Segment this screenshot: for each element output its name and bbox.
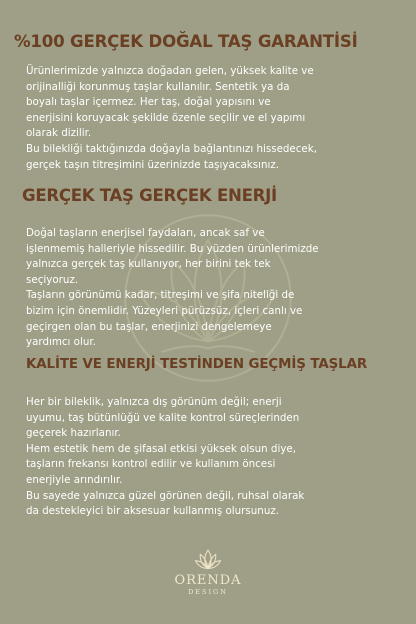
paragraph-real-stone-real-energy xyxy=(26,226,319,351)
text-line: olarak dizilir. xyxy=(26,127,92,140)
text-line: boyalı taşlar içermez. Her taş, doğal yapısını ve xyxy=(26,96,271,109)
text-line: seçiyoruz. xyxy=(26,273,79,286)
text-line: Doğal taşların enerjisel faydaları, ancak saf ve xyxy=(26,227,265,239)
text-line: uyumu, taş bütünlüğü ve kalite kontrol süreçlerinden xyxy=(26,411,300,424)
brand-subtitle: DESIGN xyxy=(188,588,228,596)
text-line: Hem estetik hem de şifasal etkisi yüksek olsun diye, xyxy=(26,442,297,455)
heading-natural-stone-guarantee: %100 GERÇEK DOĞAL TAŞ GARANTİSİ xyxy=(14,32,358,51)
paragraph-natural-stone-guarantee xyxy=(26,64,317,173)
heading-quality-energy-tested: KALİTE VE ENERJİ TESTİNDEN GEÇMİŞ TAŞLAR xyxy=(26,357,368,372)
heading-real-stone-real-energy: GERÇEK TAŞ GERÇEK ENERJİ xyxy=(22,186,277,205)
text-line: enerjiyle arındırılır. xyxy=(26,473,123,486)
text-line: Bu bilekliği taktığınızda doğayla bağlantınızı hissedecek, xyxy=(26,142,318,155)
lotus-icon xyxy=(194,547,222,573)
text-line: enerjisini koruyacak şekilde özenle seçilir ve el yapımı xyxy=(26,111,306,124)
text-line: yardımcı olur. xyxy=(26,336,96,349)
text-line: Taşların görünümü kadar, titreşimi ve şifa niteliği de xyxy=(26,289,295,302)
text-line: bizim için önemlidir. Yüzeyleri pürüzsüz, içleri canlı ve xyxy=(26,304,303,317)
text-line: Bu sayede yalnızca güzel görünen değil, ruhsal olarak xyxy=(26,489,305,502)
text-line: taşların frekansı kontrol edilir ve kullanım öncesi xyxy=(26,458,276,471)
brand-logo xyxy=(170,547,246,609)
text-line: gerçek taşın titreşimini üzerinizde taşıyacaksınız. xyxy=(26,158,280,171)
text-line: yalnızca gerçek taş kullanıyor, her birini tek tek xyxy=(26,258,271,271)
text-line: Her bir bileklik, yalnızca dış görünüm değil; enerji xyxy=(26,396,282,408)
brand-name: ORENDA xyxy=(174,573,242,588)
text-line: orijinalliği korunmuş taşlar kullanılır. Sentetik ya da xyxy=(26,80,290,93)
text-line: geçerek hazırlanır. xyxy=(26,427,121,440)
text-line: da destekleyici bir aksesuar kullanmış olursunuz. xyxy=(26,505,280,518)
text-line: geçirgen olan bu taşlar, enerjinizi dengelemeye xyxy=(26,320,272,333)
text-line: işlenmemiş halleriyle hissedilir. Bu yüzden ürünlerimizde xyxy=(26,242,319,255)
paragraph-quality-energy-tested xyxy=(26,395,304,520)
text-line: Ürünlerimizde yalnızca doğadan gelen, yüksek kalite ve xyxy=(26,65,314,77)
